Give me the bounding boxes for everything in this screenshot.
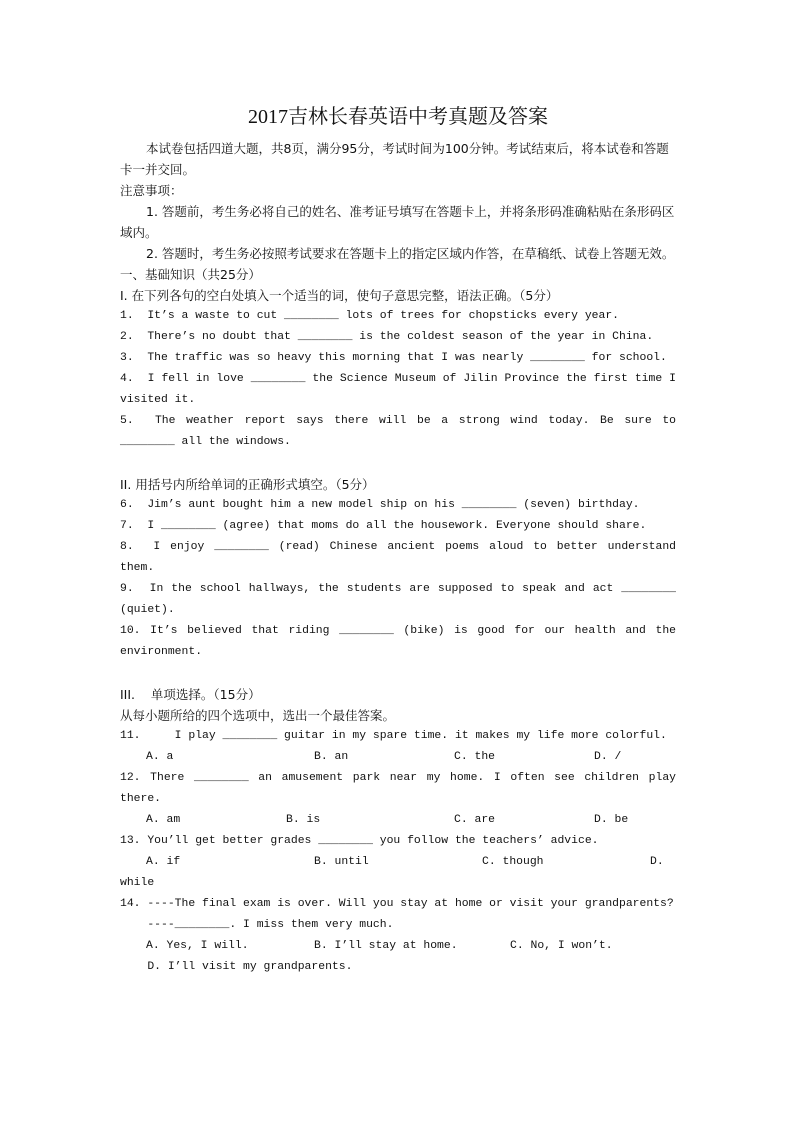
spacer <box>120 453 676 474</box>
part-3-instructions: 从每小题所给的四个选项中，选出一个最佳答案。 <box>120 708 396 723</box>
question-14-reply: ----________. I miss them very much. <box>120 919 394 931</box>
option-b: B. is <box>286 814 321 826</box>
spacer <box>120 663 676 684</box>
question-13-options <box>120 852 676 873</box>
option-c: C. are <box>454 814 496 826</box>
option-c: C. the <box>454 751 496 763</box>
question-3: 3. The traffic was so heavy this morning that I was nearly ________ for school. <box>120 352 667 364</box>
question-9: 9. In the school hallways, the students are supposed to speak and act ________ (quiet). <box>120 583 683 616</box>
question-14: 14. ----The final exam is over. Will you stay at home or visit your grandparents? <box>120 898 674 910</box>
question-13-option-d-text: while <box>120 877 155 889</box>
option-a: A. if <box>146 856 181 868</box>
part-1-heading: I. 在下列各句的空白处填入一个适当的词，使句子意思完整，语法正确。（5分） <box>120 288 559 303</box>
section-heading-basic: 一、基础知识（共25分） <box>120 267 261 282</box>
notice-heading: 注意事项： <box>120 183 183 198</box>
option-b: B. an <box>314 751 349 763</box>
question-11-options <box>120 747 676 768</box>
exam-page <box>120 104 683 978</box>
part-3-heading: III. 单项选择。（15分） <box>120 687 261 702</box>
question-12-options <box>120 810 676 831</box>
option-d: D. <box>650 856 664 868</box>
option-a: A. Yes, I will. <box>146 940 249 952</box>
option-b: B. until <box>314 856 369 868</box>
question-2: 2. There’s no doubt that ________ is the coldest season of the year in China. <box>120 331 654 343</box>
question-13: 13. You’ll get better grades ________ you follow the teachers’ advice. <box>120 835 599 847</box>
intro-paragraph: 本试卷包括四道大题，共8页，满分95分，考试时间为100分钟。考试结束后，将本试卷和答题卡一并交回。 <box>120 141 669 177</box>
part-2-heading: II. 用括号内所给单词的正确形式填空。（5分） <box>120 477 375 492</box>
option-a: A. a <box>146 751 174 763</box>
option-a: A. am <box>146 814 181 826</box>
question-6: 6. Jim’s aunt bought him a new model ship on his ________ (seven) birthday. <box>120 499 640 511</box>
question-8: 8. I enjoy ________ (read) Chinese ancient poems aloud to better understand them. <box>120 541 683 574</box>
option-d: D. / <box>594 751 622 763</box>
page-title: 2017吉林长春英语中考真题及答案 <box>248 106 548 128</box>
question-4: 4. I fell in love ________ the Science Museum of Jilin Province the first time I visited it. <box>120 373 683 406</box>
question-1: 1. It’s a waste to cut ________ lots of trees for chopsticks every year. <box>120 310 619 322</box>
question-12: 12. There ________ an amusement park near my home. I often see children play there. <box>120 772 683 805</box>
option-c: C. though <box>482 856 544 868</box>
option-c: C. No, I won’t. <box>510 940 613 952</box>
question-11: 11. I play ________ guitar in my spare time. it makes my life more colorful. <box>120 730 667 742</box>
option-b: B. I’ll stay at home. <box>314 940 458 952</box>
question-10: 10. It’s believed that riding ________ (bike) is good for our health and the environment. <box>120 625 683 658</box>
notice-item-2: 2. 答题时，考生务必按照考试要求在答题卡上的指定区域内作答，在草稿纸、试卷上答题无效。 <box>146 246 675 261</box>
question-5: 5. The weather report says there will be a strong wind today. Be sure to ________ all the windows. <box>120 415 683 448</box>
question-7: 7. I ________ (agree) that moms do all the housework. Everyone should share. <box>120 520 647 532</box>
notice-item-1: 1. 答题前，考生务必将自己的姓名、准考证号填写在答题卡上，并将条形码准确粘贴在条形码区域内。 <box>120 204 675 240</box>
question-14-options <box>120 936 676 957</box>
option-d: D. be <box>594 814 629 826</box>
question-14-option-d: D. I’ll visit my grandparents. <box>120 961 353 973</box>
